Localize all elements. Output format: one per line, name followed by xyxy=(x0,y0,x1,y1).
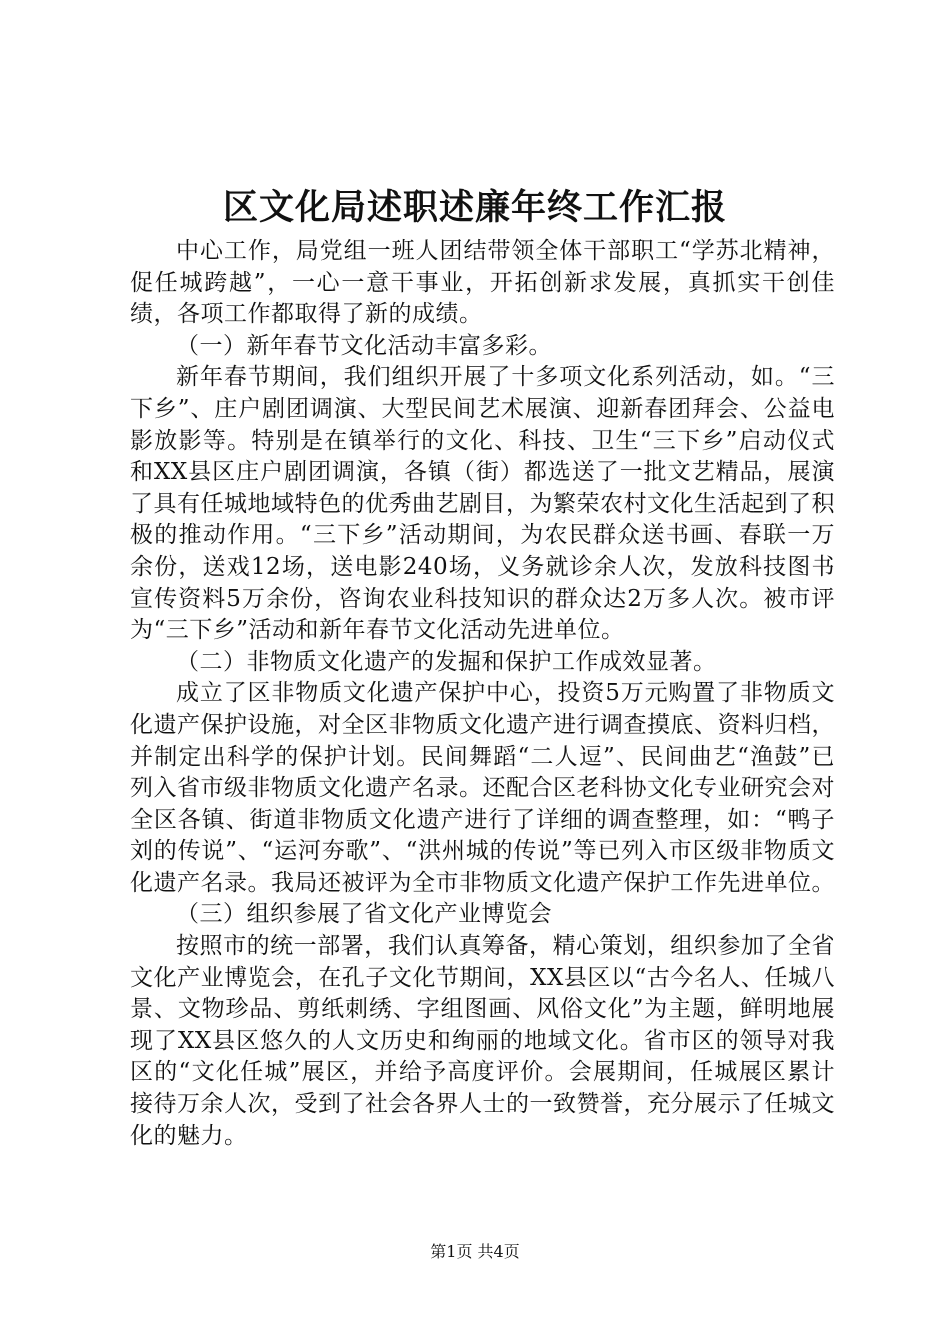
document-title: 区文化局述职述廉年终工作汇报 xyxy=(222,187,727,228)
page-indicator: 第1页 共4页 xyxy=(430,1242,520,1261)
section-heading-3: （三）组织参展了省文化产业博览会 xyxy=(176,901,552,928)
document-body xyxy=(130,236,835,1152)
paragraph-intro: 中心工作，局党组一班人团结带领全体干部职工“学苏北精神，促任城跨越”，一心一意干事业，开拓创新求发展，真抓实干创佳绩，各项工作都取得了新的成绩。 xyxy=(130,238,835,328)
paragraph-section-2: 成立了区非物质文化遗产保护中心，投资5万元购置了非物质文化遗产保护设施，对全区非物质文化遗产进行调查摸底、资料归档，并制定出科学的保护计划。民间舞蹈“二人逗”、民间曲艺“渔鼓”已列入省市级非物质文化遗产名录。还配合区老科协文化专业研究会对全区各镇、街道非物质文化遗产进行了详细的调查整理，如：“鸭子刘的传说”、“运河夯歌”、“洪州城的传说”等已列入市区级非物质文化遗产名录。我局还被评为全市非物质文化遗产保护工作先进单位。 xyxy=(130,680,835,896)
page-footer xyxy=(0,1240,950,1264)
section-heading-1: （一）新年春节文化活动丰富多彩。 xyxy=(176,332,552,359)
paragraph-section-1: 新年春节期间，我们组织开展了十多项文化系列活动，如。“三下乡”、庄户剧团调演、大型民间艺术展演、迎新春团拜会、公益电影放影等。特别是在镇举行的文化、科技、卫生“三下乡”启动仪式和XX县区庄户剧团调演，各镇（街）都选送了一批文艺精品，展演了具有任城地域特色的优秀曲艺剧目，为繁荣农村文化生活起到了积极的推动作用。“三下乡”活动期间，为农民群众送书画、春联一万余份，送戏12场，送电影240场，义务就诊余人次，发放科技图书宣传资料5万余份，咨询农业科技知识的群众达2万多人次。被市评为“三下乡”活动和新年春节文化活动先进单位。 xyxy=(130,364,835,644)
paragraph-section-3: 按照市的统一部署，我们认真筹备，精心策划，组织参加了全省文化产业博览会，在孔子文化节期间，XX县区以“古今名人、任城八景、文物珍品、剪纸刺绣、字组图画、风俗文化”为主题，鲜明地展现了XX县区悠久的人文历史和绚丽的地域文化。省市区的领导对我区的“文化任城”展区，并给予高度评价。会展期间，任城展区累计接待万余人次，受到了社会各界人士的一致赞誉，充分展示了任城文化的魅力。 xyxy=(130,933,835,1149)
section-heading-2: （二）非物质文化遗产的发掘和保护工作成效显著。 xyxy=(176,648,717,675)
